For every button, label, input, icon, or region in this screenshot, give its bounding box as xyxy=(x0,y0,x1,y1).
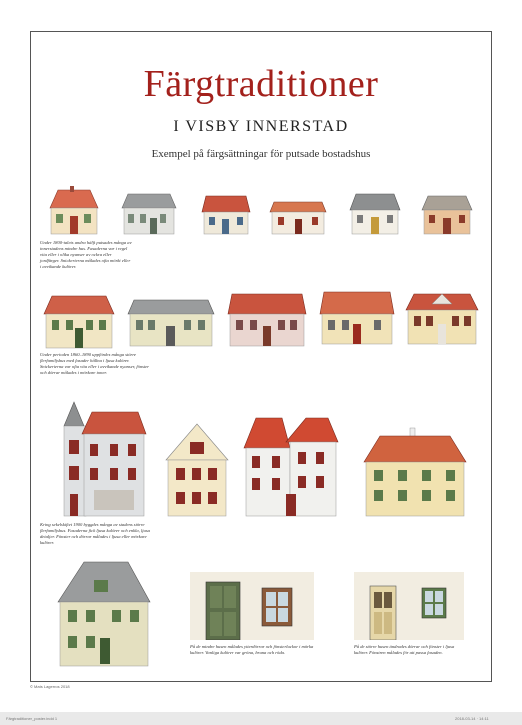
caption-door: På de mindre husen målades ytterdörrar och fönsterluckor i mörka kulörer. Vanliga kulörer var gröna, bruna och röda. xyxy=(190,644,314,655)
caption-row2: Under perioden 1860–1890 uppfördes många större flerfamiljshus med fasader hållna i ljusa kulörer. Snickerierna var ofta vita eller i avvikande nyanser, fönster och dörrar målades i mörkare toner. xyxy=(40,352,150,375)
caption-row1: Under 1800-talets andra hälft putsades många av innerstadens mindre hus. Fasaderna var i regel vita eller i olika nyanser av ockra eller jordfärger. Snickerierna målades ofta mörkt eller i avvikande kulörer. xyxy=(40,240,132,269)
caption-window: På de större husen ändrades dörrar och fönster i ljusa kulörer. Fönstren målades för att passa fasaden. xyxy=(354,644,455,655)
double-door-illustration xyxy=(190,572,314,640)
door-window-illustration xyxy=(354,572,464,640)
house-illustration-4 xyxy=(268,198,328,236)
poster-title: Färgtraditioner xyxy=(143,63,379,105)
poster-tagline: Exempel på färgsättningar för putsade bostadshus xyxy=(151,148,371,160)
house-illustration-11 xyxy=(404,290,480,346)
house-illustration-8 xyxy=(126,296,216,348)
door-detail-panel xyxy=(190,572,314,640)
house-illustration-3 xyxy=(200,192,252,236)
house-illustration-5 xyxy=(348,190,402,236)
caption-row3: Kring sekelskiftet 1900 byggdes många av stadens större flerfamiljshus. Fasaderna fick ljusa kulörer och enkla, ljusa detaljer. Fönster och dörrar målades i ljusa eller mörkare kulörer. xyxy=(40,522,150,545)
house-illustration-9 xyxy=(226,290,308,348)
window-detail-panel xyxy=(354,572,464,640)
house-illustration-1 xyxy=(46,186,102,236)
print-slug-right: 2018-03-14 · 14:11 xyxy=(455,716,489,721)
house-illustration-6 xyxy=(420,192,474,236)
house-illustration-15 xyxy=(360,424,470,518)
house-illustration-13 xyxy=(162,420,232,518)
house-illustration-12 xyxy=(58,400,148,518)
poster-subtitle: I VISBY INNERSTAD xyxy=(173,118,349,135)
house-illustration-7 xyxy=(42,292,116,350)
print-slug-left: Färgtraditioner_poster.indd 1 xyxy=(6,716,58,721)
house-illustration-2 xyxy=(120,190,178,236)
house-illustration-14 xyxy=(242,412,340,518)
house-illustration-10 xyxy=(318,288,396,346)
credit-line: © Mats Lagerros 2018 xyxy=(30,684,70,689)
house-illustration-16 xyxy=(54,556,154,668)
